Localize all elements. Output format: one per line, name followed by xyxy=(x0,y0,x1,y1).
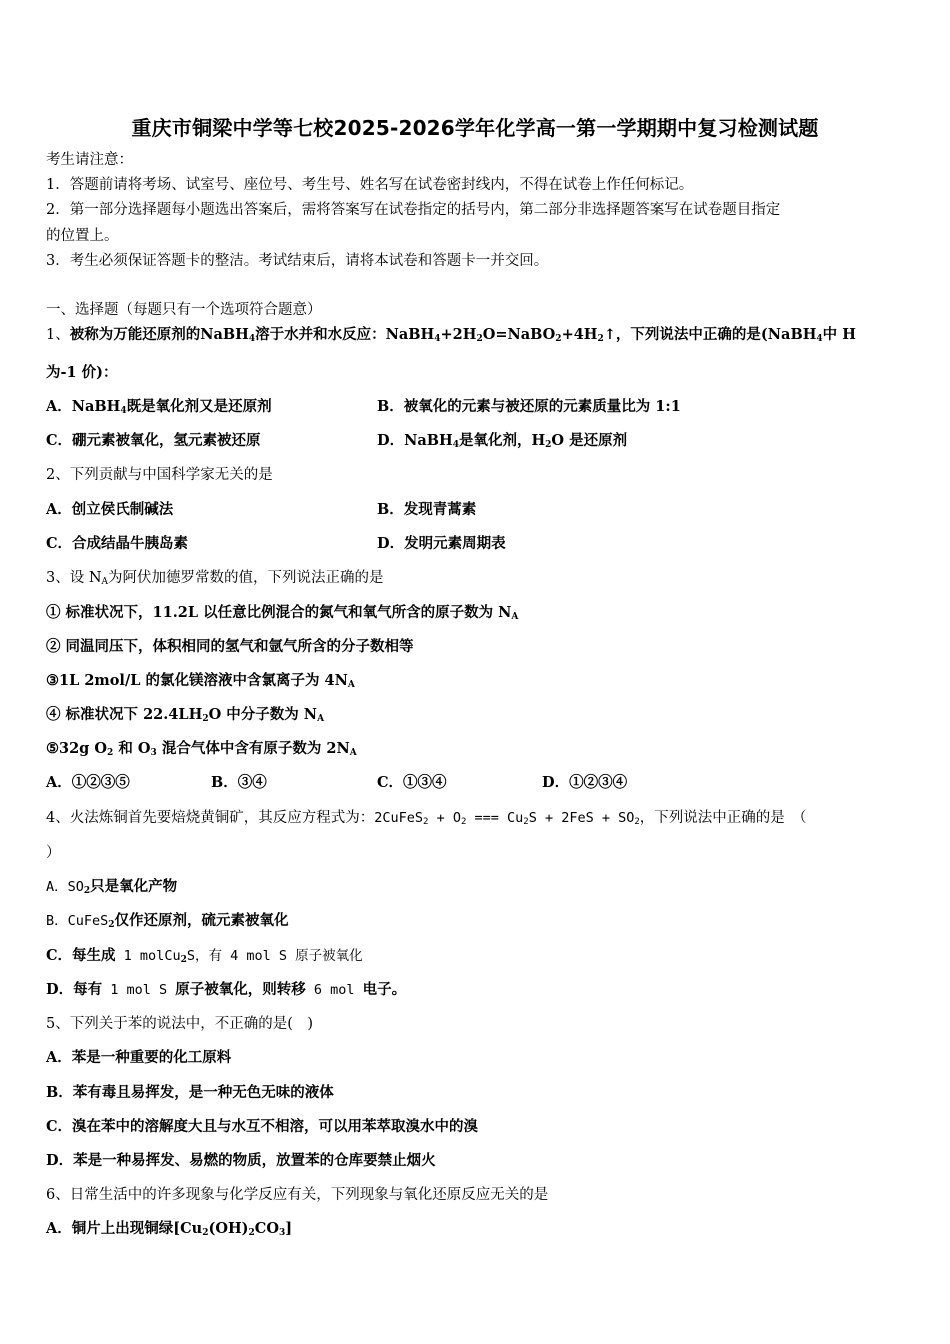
option-text: 既是氧化剂又是还原剂 xyxy=(126,398,272,415)
statement-text: ④ 标准状况下 22.4LH xyxy=(46,706,203,723)
subscript: A xyxy=(347,680,355,690)
q1-text: 溶于水并和水反应：NaBH xyxy=(255,326,435,343)
option-text: 1 molCu xyxy=(115,948,181,964)
subscript: A xyxy=(349,748,357,758)
q3-option-b[interactable]: B．③④ xyxy=(211,774,267,791)
option-text: A．SO xyxy=(46,879,84,895)
subscript: 2 xyxy=(248,1228,255,1238)
q4-text: ，下列说法中正确的是 （ xyxy=(639,810,807,826)
q3-text: 3、设 N xyxy=(46,570,102,586)
subscript: 2 xyxy=(523,817,529,827)
subscript: 3 xyxy=(278,1228,286,1238)
q3-text: 是 xyxy=(369,570,384,586)
q4-option-b[interactable] xyxy=(46,911,289,935)
statement-text: ③1L 2mol/L 的氯化镁溶液中含氯离子为 4N xyxy=(46,672,348,689)
equation-part: + O xyxy=(428,810,461,826)
q5-option-a[interactable]: A．苯是一种重要的化工原料 xyxy=(46,1049,232,1066)
q2-option-d[interactable]: D．发明元素周期表 xyxy=(377,535,506,552)
q5-option-c[interactable]: C．溴在苯中的溶解度大且与水互不相溶，可以用苯萃取溴水中的溴 xyxy=(46,1118,479,1135)
option-text: 电子。 xyxy=(362,981,407,998)
question-number: 1、 xyxy=(46,327,70,343)
option-text: D．每有 xyxy=(46,981,103,998)
subscript: 2 xyxy=(107,748,114,758)
subscript: 3 xyxy=(150,748,157,758)
statement-text: ⑤32g O xyxy=(46,740,107,757)
q4-option-a[interactable] xyxy=(46,877,177,901)
option-text: C．每生成 xyxy=(46,947,116,964)
question-3-stem xyxy=(46,568,384,592)
q3-statement-4 xyxy=(46,705,324,729)
q4-option-d[interactable] xyxy=(46,980,406,1000)
subscript: 2 xyxy=(423,817,429,827)
notice-item-1: 1．答题前请将考场、试室号、座位号、考生号、姓名写在试卷密封线内，不得在试卷上作任何标记。 xyxy=(46,177,694,193)
option-text: 仅作还原剂，硫元素被氧化 xyxy=(114,912,289,929)
subscript: A xyxy=(511,612,519,622)
statement-text: 混合气体中含有原子数为 2N xyxy=(156,740,350,757)
q1-text: 中 H xyxy=(822,326,856,343)
q4-text: 4、火法炼铜首先要焙烧黄铜矿，其反应方程式为： xyxy=(46,810,375,826)
subscript: 2 xyxy=(108,920,115,930)
option-text: O 是还原剂 xyxy=(551,432,628,449)
q5-option-b[interactable]: B．苯有毒且易挥发，是一种无色无味的液体 xyxy=(46,1084,334,1101)
q3-statement-2: ② 同温同压下，体积相同的氢气和氩气所含的分子数相等 xyxy=(46,638,414,655)
subscript: 4 xyxy=(248,334,256,344)
notice-item-2: 2．第一部分选择题每小题选出答案后，需将答案写在试卷指定的括号内，第二部分非选择题答案写在试卷题目指定 xyxy=(46,202,781,218)
statement-text: ① 标准状况下，11.2L 以任意比例混合的氮气和氧气所含的原子数为 N xyxy=(46,604,512,621)
question-1-stem xyxy=(46,325,856,349)
equation-part: === Cu xyxy=(466,810,524,826)
question-1-stem-cont: 为-1 价)： xyxy=(46,364,118,381)
subscript: 4 xyxy=(120,406,127,416)
option-text: B．CuFeS xyxy=(46,913,109,929)
q2-option-c[interactable]: C．合成结晶牛胰岛素 xyxy=(46,535,189,552)
q3-statement-1 xyxy=(46,603,518,627)
subscript: 4 xyxy=(452,440,459,450)
statement-text: O 中分子数为 N xyxy=(208,706,318,723)
option-text: 6 mol xyxy=(305,982,363,998)
option-text: D．NaBH xyxy=(377,432,453,449)
q3-option-d[interactable]: D．①②③④ xyxy=(542,774,628,791)
subscript: A xyxy=(317,714,325,724)
subscript: 2 xyxy=(555,334,562,344)
q3-option-c[interactable]: C．①③④ xyxy=(377,774,447,791)
q1-text: O=NaBO xyxy=(482,326,556,343)
subscript: 2 xyxy=(545,440,552,450)
subscript: 2 xyxy=(202,714,209,724)
equation-part: S + 2FeS + SO xyxy=(528,810,635,826)
subscript: A xyxy=(101,577,109,587)
option-text: S，有 4 mol S 原子被氧化 xyxy=(186,948,363,964)
option-text: 1 mol S xyxy=(102,982,176,998)
q2-option-a[interactable]: A．创立侯氏制碱法 xyxy=(46,501,174,518)
q3-statement-5 xyxy=(46,739,357,763)
q2-option-b[interactable]: B．发现青蒿素 xyxy=(377,501,477,518)
notice-item-2-cont: 的位置上。 xyxy=(46,228,119,244)
q4-option-c[interactable] xyxy=(46,946,363,970)
option-text: 是氧化剂，H xyxy=(458,432,546,449)
subscript: 2 xyxy=(597,334,604,344)
option-text: CO xyxy=(254,1220,279,1237)
question-6-stem: 6、日常生活中的许多现象与化学反应有关，下列现象与氧化还原反应无关的是 xyxy=(46,1187,549,1203)
q1-option-a[interactable] xyxy=(46,397,272,421)
question-5-stem: 5、下列关于苯的说法中，不正确的是( ) xyxy=(46,1016,314,1032)
q1-text: 被称为万能还原剂的NaBH xyxy=(69,326,249,343)
q1-option-d[interactable] xyxy=(377,431,627,455)
subscript: 2 xyxy=(202,1228,209,1238)
question-2-stem: 2、下列贡献与中国科学家无关的是 xyxy=(46,467,273,483)
q3-statement-3 xyxy=(46,671,355,695)
notice-header: 考生请注意： xyxy=(46,152,133,168)
q1-option-b[interactable]: B．被氧化的元素与被还原的元素质量比为 1:1 xyxy=(377,398,681,415)
q4-equation xyxy=(374,810,640,826)
option-text: A．NaBH xyxy=(46,398,121,415)
option-text: (OH) xyxy=(208,1220,249,1237)
question-4-stem xyxy=(46,808,807,832)
section-heading: 一、选择题（每题只有一个选项符合题意） xyxy=(46,302,322,318)
q3-option-a[interactable]: A．①②③⑤ xyxy=(46,774,130,791)
option-text: 只是氧化产物 xyxy=(90,878,178,895)
q1-option-c[interactable]: C．硼元素被氧化，氢元素被还原 xyxy=(46,432,261,449)
q5-option-d[interactable]: D．苯是一种易挥发、易燃的物质，放置苯的仓库要禁止烟火 xyxy=(46,1152,436,1169)
page-title: 重庆市铜梁中学等七校2025-2026学年化学高一第一学期期中复习检测试题 xyxy=(131,116,819,140)
equation-part: 2CuFeS xyxy=(374,810,424,826)
q1-text: +2H xyxy=(440,326,477,343)
subscript: 4 xyxy=(816,334,823,344)
q6-option-a[interactable] xyxy=(46,1219,292,1243)
subscript: 4 xyxy=(434,334,441,344)
subscript: 2 xyxy=(476,334,483,344)
q3-text: 为阿伏加德罗常数的值，下列说法正确的 xyxy=(108,570,370,586)
question-4-stem-cont: ） xyxy=(46,845,61,861)
subscript: 2 xyxy=(460,817,467,827)
option-text: 原子被氧化，则转移 xyxy=(175,981,306,998)
notice-item-3: 3．考生必须保证答题卡的整洁。考试结束后，请将本试卷和答题卡一并交回。 xyxy=(46,253,549,269)
q1-text: ↑，下列说法中正确的是(NaBH xyxy=(603,326,817,343)
subscript: 2 xyxy=(83,886,91,896)
subscript: 2 xyxy=(180,955,187,965)
option-text: ] xyxy=(285,1220,293,1237)
q1-text: +4H xyxy=(561,326,598,343)
subscript: 2 xyxy=(634,817,640,827)
statement-text: 和 O xyxy=(113,740,151,757)
option-text: A．铜片上出现铜绿[Cu xyxy=(46,1220,203,1237)
